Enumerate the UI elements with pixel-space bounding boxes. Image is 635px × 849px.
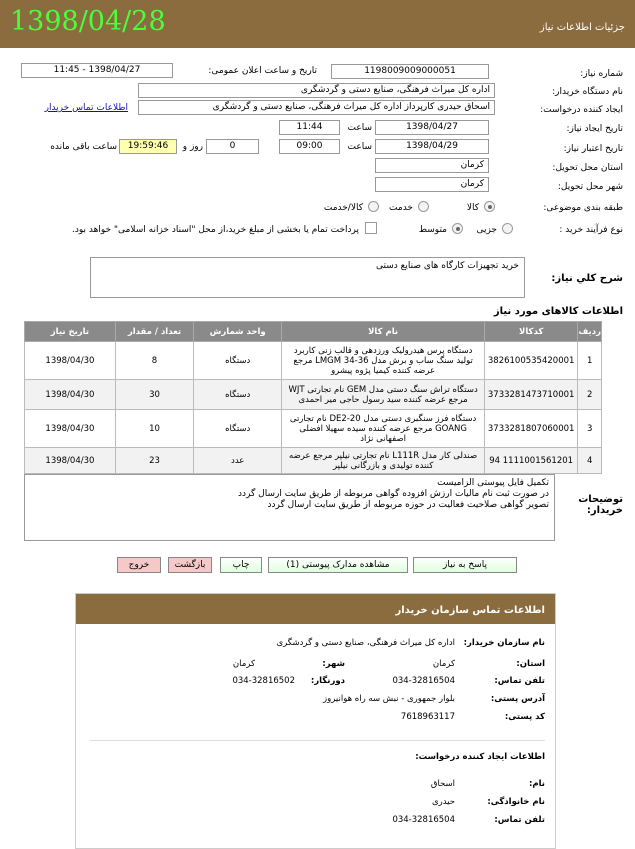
phone-label: تلفن تماس: xyxy=(494,676,545,686)
header-bar xyxy=(0,0,635,48)
row-name: دستگاه تراش سنگ دستی مدل GEM نام تجارتی WJT مرجع عرضه کننده سید رسول حاجی میر احمدی xyxy=(282,380,485,410)
deadline-label: تاریخ اعتبار نیاز: xyxy=(563,144,623,154)
process-medium-radio[interactable] xyxy=(452,223,463,234)
col-name: نام کالا xyxy=(282,322,485,342)
creator-label: ایجاد کننده درخواست: xyxy=(540,105,623,115)
city-label: شهر محل تحویل: xyxy=(557,182,623,192)
category-label: طبقه بندی موضوعی: xyxy=(543,203,623,213)
process-partial-radio[interactable] xyxy=(502,223,513,234)
table-row[interactable] xyxy=(25,380,602,410)
col-unit: واحد شمارش xyxy=(194,322,282,342)
category-service-label: خدمت xyxy=(389,203,413,213)
phone-value: 034-32816504 xyxy=(392,676,455,686)
row-unit: عدد xyxy=(194,448,282,474)
city-field[interactable]: کرمان xyxy=(375,177,489,192)
col-date: تاریخ نیاز xyxy=(25,322,116,342)
province-label: استان: xyxy=(516,659,545,669)
category-service-radio[interactable] xyxy=(418,201,429,212)
creator-phone-value: 034-32816504 xyxy=(392,815,455,825)
org-label: نام سازمان خریدار: xyxy=(463,638,545,648)
attachments-button[interactable]: مشاهده مدارک پیوستی (1) xyxy=(268,557,408,573)
page-title: جزئیات اطلاعات نیاز xyxy=(539,22,625,33)
fax-value: 034-32816502 xyxy=(232,676,295,686)
fax-label: دورنگار: xyxy=(310,676,345,686)
row-qty: 23 xyxy=(115,448,193,474)
province-value: کرمان xyxy=(432,659,455,669)
category-goods-label: کالا xyxy=(466,203,479,213)
creator-field[interactable]: اسحاق حیدری کارپرداز اداره کل میراث فرهنگی، صنایع دستی و گردشگری xyxy=(138,100,495,115)
deadline-time-label: ساعت xyxy=(347,142,372,152)
need-number-field[interactable]: 1198009009000051 xyxy=(331,64,489,79)
created-date-field[interactable]: 1398/04/27 xyxy=(375,120,489,135)
row-index: 3 xyxy=(578,410,602,448)
row-code: 3733281473710001 xyxy=(484,380,578,410)
notes-line: تصویر گواهی صلاحیت فعالیت در حوزه مربوطه از طریق سایت ارسال گردد xyxy=(267,500,549,510)
back-button[interactable]: بازگشت xyxy=(168,557,212,573)
notes-line: در صورت ثبت نام مالیات ارزش افزوده گواهی مربوطه از طریق سایت ارسال گردد xyxy=(238,489,549,499)
creator-info-title: اطلاعات ایجاد کننده درخواست: xyxy=(415,752,545,762)
address-value: بلوار جمهوری - نبش سه راه هوانیروز xyxy=(323,694,455,704)
description-field[interactable]: خرید تجهیزات کارگاه های صنایع دستی xyxy=(90,257,525,298)
remaining-label: ساعت باقی مانده xyxy=(50,142,117,152)
row-code: 1111001561201 94 xyxy=(484,448,578,474)
divider xyxy=(90,740,545,741)
row-date: 1398/04/30 xyxy=(25,448,116,474)
row-unit: دستگاه xyxy=(194,342,282,380)
days-label: روز و xyxy=(182,142,203,152)
family-value: حیدری xyxy=(431,797,455,807)
row-name: دستگاه فرز سنگبری دستی مدل DE2-20 نام تجارتی GOANG مرجع عرضه کننده سیده سهیلا افضلی اصفهانی نژاد xyxy=(282,410,485,448)
row-date: 1398/04/30 xyxy=(25,410,116,448)
table-row[interactable] xyxy=(25,342,602,380)
process-label: نوع فرآیند خرید : xyxy=(559,225,623,235)
address-label: آدرس پستی: xyxy=(490,694,545,704)
deadline-date-field[interactable]: 1398/04/29 xyxy=(375,139,489,154)
buyer-label: نام دستگاه خریدار: xyxy=(552,87,623,97)
row-index: 4 xyxy=(578,448,602,474)
contact-card xyxy=(75,593,556,849)
table-row[interactable] xyxy=(25,410,602,448)
created-date-label: تاریخ ایجاد نیاز: xyxy=(566,124,623,134)
postal-value: 7618963117 xyxy=(400,712,455,722)
days-field[interactable]: 0 xyxy=(206,139,259,154)
row-index: 1 xyxy=(578,342,602,380)
remaining-time-field: 19:59:46 xyxy=(119,139,177,154)
col-index: ردیف xyxy=(578,322,602,342)
row-qty: 10 xyxy=(115,410,193,448)
announce-label: تاریخ و ساعت اعلان عمومی: xyxy=(208,66,317,76)
process-partial-label: جزیی xyxy=(476,225,497,235)
print-button[interactable]: چاپ xyxy=(220,557,262,573)
process-medium-label: متوسط xyxy=(418,225,447,235)
buyer-field[interactable]: اداره کل میراث فرهنگی، صنایع دستی و گردشگری xyxy=(138,83,495,98)
big-date: 1398/04/28 xyxy=(10,6,166,37)
col-qty: تعداد / مقدار xyxy=(115,322,193,342)
treasury-payment-checkbox[interactable] xyxy=(365,222,377,234)
items-table xyxy=(24,321,602,474)
category-both-radio[interactable] xyxy=(368,201,379,212)
row-code: 3826100535420001 xyxy=(484,342,578,380)
created-time-label: ساعت xyxy=(347,123,372,133)
created-time-field[interactable]: 11:44 xyxy=(279,120,340,135)
row-name: صندلی کار مدل L111R نام تجارتی نیلپر مرجع عرضه کننده تولیدی و بازرگانی نیلپر xyxy=(282,448,485,474)
city-label: شهر: xyxy=(322,659,345,669)
province-label: استان محل تحویل: xyxy=(552,163,623,173)
row-date: 1398/04/30 xyxy=(25,342,116,380)
buyer-contact-link[interactable]: اطلاعات تماس خریدار xyxy=(44,103,128,113)
province-field[interactable]: کرمان xyxy=(375,158,489,173)
deadline-time-field[interactable]: 09:00 xyxy=(279,139,340,154)
row-qty: 8 xyxy=(115,342,193,380)
notes-line: تکمیل فایل پیوستی الزامیست xyxy=(437,478,549,488)
announce-field[interactable]: 1398/04/27 - 11:45 xyxy=(21,63,173,78)
name-value: اسحاق xyxy=(430,779,455,789)
reply-button[interactable]: پاسخ به نیاز xyxy=(413,557,517,573)
category-both-label: کالا/خدمت xyxy=(323,203,363,213)
category-goods-radio[interactable] xyxy=(484,201,495,212)
row-code: 3733281807060001 xyxy=(484,410,578,448)
row-qty: 30 xyxy=(115,380,193,410)
org-value: اداره کل میراث فرهنگی، صنایع دستی و گردشگری xyxy=(276,638,455,648)
family-label: نام خانوادگی: xyxy=(487,797,545,807)
postal-label: کد پستی: xyxy=(504,712,545,722)
row-index: 2 xyxy=(578,380,602,410)
row-unit: دستگاه xyxy=(194,380,282,410)
notes-label: توضیحات خریدار: xyxy=(578,494,623,516)
row-date: 1398/04/30 xyxy=(25,380,116,410)
col-code: کدکالا xyxy=(484,322,578,342)
items-header-row xyxy=(25,322,602,342)
contact-card-title: اطلاعات تماس سازمان خریدار xyxy=(76,594,555,624)
description-label: شرح کلي نياز: xyxy=(551,273,623,284)
table-row[interactable] xyxy=(25,448,602,474)
notes-field[interactable] xyxy=(24,474,555,541)
payment-note: پرداخت تمام یا بخشی از مبلغ خرید،از محل "اسناد خزانه اسلامی" خواهد بود. xyxy=(71,225,359,235)
city-value: کرمان xyxy=(232,659,255,669)
row-name: دستگاه پرس هیدرولیک ورزدهی و قالب زنی کاربرد تولید سنگ ساب و برش مدل 36-LMGM 34 مرجع عرضه کننده کیمیا پژوه پیشرو xyxy=(282,342,485,380)
creator-phone-label: تلفن تماس: xyxy=(494,815,545,825)
row-unit: دستگاه xyxy=(194,410,282,448)
exit-button[interactable]: خروج xyxy=(117,557,161,573)
need-number-label: شماره نیاز: xyxy=(580,69,623,79)
name-label: نام: xyxy=(528,779,545,789)
items-title: اطلاعات کالاهای مورد نیاز xyxy=(493,306,623,317)
